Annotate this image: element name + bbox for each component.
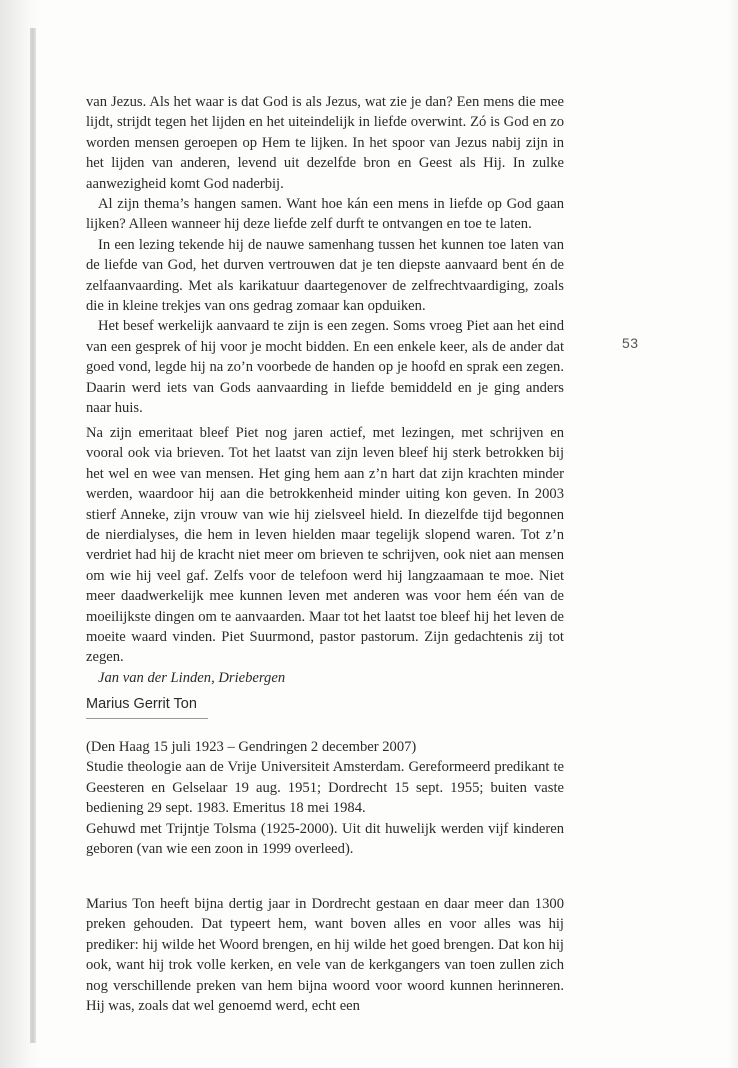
page-number: 53 [622, 335, 639, 351]
text-block-continuation [86, 92, 564, 419]
paragraph: Marius Ton heeft bijna dertig jaar in Dordrecht gestaan en daar meer dan 1300 preken gehouden. Dat typeert hem, want boven alles en voor alles was hij prediker: hij wilde het Woord brengen, en hij wilde het goed brengen. Dat kon hij ook, want hij trok volle kerken, en vele van de kerkgangers van toen zullen zich nog verschillende preken van hem bijna woord voor woord kunnen herinneren. Hij was, zoals dat wel genoemd werd, echt een [86, 896, 564, 1015]
author-signature: Jan van der Linden, Driebergen [98, 669, 286, 686]
paragraph: Al zijn thema’s hangen samen. Want hoe kán een mens in liefde op God gaan lijken? Alleen wanneer hij deze liefde zelf durft te ontvangen en toe te laten. [86, 196, 564, 233]
section-heading: Marius Gerrit Ton [86, 696, 197, 712]
biography-dates: (Den Haag 15 juli 1923 – Gendringen 2 december 2007) [86, 739, 417, 755]
paragraph: Het besef werkelijk aanvaard te zijn is een zegen. Soms vroeg Piet aan het eind van een gesprek of hij voor je mocht bidden. En een enkele keer, als de ander dat goed vond, legde hij na zo’n voorbede de handen op je hoofd en sprak een zegen. Daarin werd iets van Gods aanvaarding in liefde bemiddeld en je ging anders naar huis. [86, 318, 564, 417]
heading-underline [86, 718, 208, 719]
paragraph: Na zijn emeritaat bleef Piet nog jaren actief, met lezingen, met schrijven en vooral ook via brieven. Tot het laatst van zijn leven bleef hij sterk betrokken bij het wel en wee van mensen. Het ging hem aan z’n hart dat zijn krachten minder werden, waardoor hij aan die betrokkenheid minder uiting kon geven. In 2003 stierf Anneke, zijn vrouw van wie hij zielsveel hield. In diezelfde tijd begonnen de nierdialyses, die hem in leven hielden maar tegelijk slopend waren. Tot z’n verdriet had hij de kracht niet meer om brieven te schrijven, ook niet aan mensen om wie hij veel gaf. Zelfs voor de telefoon werd hij langzaamaan te moe. Niet meer daadwerkelijk mee kunnen leven met anderen was voor hem één van de moeilijkste dingen om te aanvaarden. Maar tot het laatst toe bleef hij het leven de moeite waard vinden. Piet Suurmond, pastor pastorum. Zijn gedachtenis zij tot zegen. [86, 425, 564, 666]
text-block-obituary [86, 894, 564, 1016]
paragraph: van Jezus. Als het waar is dat God is als Jezus, wat zie je dan? Een mens die mee lijdt, strijdt tegen het lijden en het uiteindelijk in liefde overwint. Zó is God en zo worden mensen geroepen op Hem te lijken. In het spoor van Jezus nabij zijn in het lijden van anderen, levend uit dezelfde bron en Geest als Hij. In zulke aanwezigheid komt God naderbij. [86, 94, 564, 192]
biography-career: Studie theologie aan de Vrije Universiteit Amsterdam. Gereformeerd predikant te Geesteren en Gelselaar 19 aug. 1951; Dordrecht 15 sept. 1955; buiten vaste bediening 29 sept. 1983. Emeritus 18 mei 1984. [86, 759, 564, 817]
page-edge [728, 0, 738, 1068]
biography-block [86, 737, 564, 859]
text-block-epilogue [86, 423, 564, 688]
binding-edge [30, 28, 36, 1043]
biography-family: Gehuwd met Trijntje Tolsma (1925-2000). Uit dit huwelijk werden vijf kinderen geboren (van wie een zoon in 1999 overleed). [86, 820, 564, 858]
paragraph: In een lezing tekende hij de nauwe samenhang tussen het kunnen toe laten van de liefde van God, het durven vertrouwen dat je ten diepste aanvaard bent én de zelfaanvaarding. Met als karikatuur daartegenover de zelfrechtvaardiging, zoals die in kleine trekjes van ons gedrag zomaar kan opduiken. [86, 236, 564, 315]
